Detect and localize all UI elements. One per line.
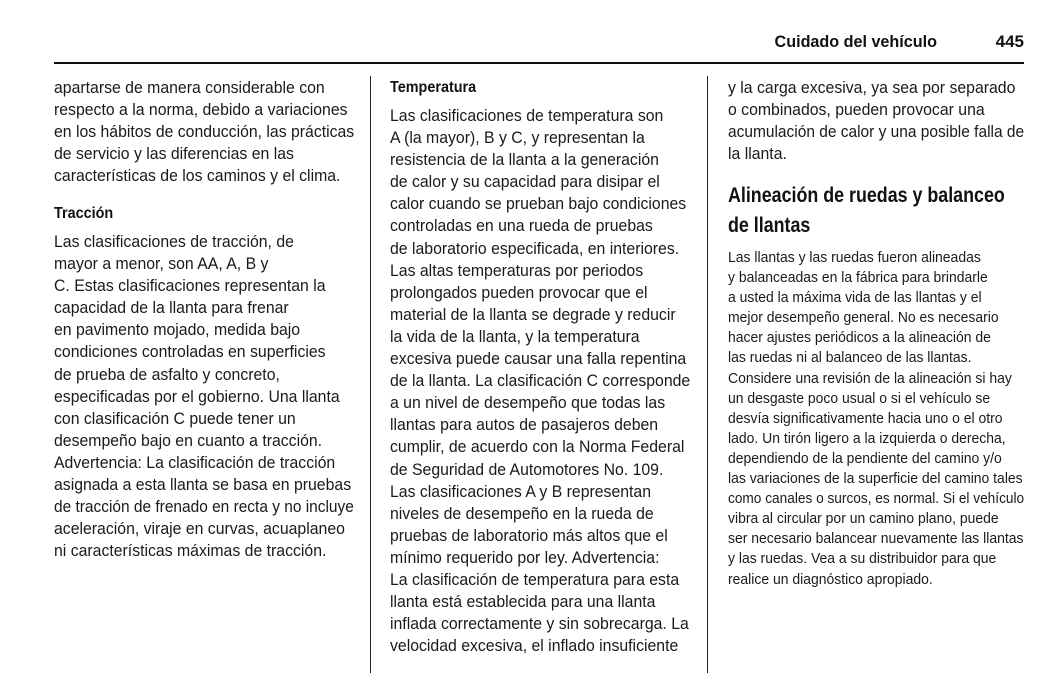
text-line: ser necesario balancear nuevamente las llantas [728, 530, 1024, 548]
header-rule [54, 62, 1024, 64]
text-line: resistencia de la llanta a la generación [390, 150, 659, 170]
text-line: prolongados pueden provocar que el [390, 282, 648, 302]
text-line: calor cuando se prueban bajo condiciones [390, 194, 687, 214]
text-line: ni características máximas de tracción. [54, 541, 327, 561]
alignment-heading-line: de llantas [728, 214, 811, 237]
text-line: de la llanta. La clasificación C corresponde [390, 371, 691, 391]
text-line: acumulación de calor y una posible falla de [728, 122, 1025, 141]
text-line: Las clasificaciones A y B representan [390, 481, 652, 501]
text-line: de servicio y las diferencias en las [54, 144, 294, 163]
section-heading-traction: Tracción [54, 205, 114, 222]
text-line: como canales o surcos, es normal. Si el vehículo [728, 490, 1025, 508]
text-line: de Seguridad de Automotores No. 109. [390, 459, 664, 479]
text-line: de prueba de asfalto y concreto, [54, 364, 280, 384]
text-line: vibra al circular por un camino plano, puede [728, 510, 999, 528]
text-line: Las clasificaciones de temperatura son [390, 106, 664, 125]
text-line: respecto a la norma, debido a variaciones [54, 100, 348, 119]
text-line: las ruedas ni al balanceo de las llantas. [728, 349, 972, 367]
text-line: en pavimento mojado, medida bajo [54, 320, 301, 340]
text-line: pruebas de laboratorio más altos que el [390, 525, 668, 545]
text-line: condiciones controladas en superficies [54, 342, 326, 362]
text-line: apartarse de manera considerable con [54, 78, 325, 97]
text-line: características de los caminos y el clima. [54, 166, 341, 185]
text-line: mejor desempeño general. No es necesario [728, 309, 999, 327]
text-line: y las ruedas. Vea a su distribuidor para que [728, 550, 997, 568]
text-line: realice un diagnóstico apropiado. [728, 570, 933, 588]
text-line: desvía significativamente hacia uno o el otro [728, 409, 1003, 427]
text-line: Considere una revisión de la alineación si hay [728, 369, 1012, 387]
traction-paragraph [54, 231, 354, 562]
text-line: material de la llanta se degrade y reducir [390, 304, 676, 324]
text-line: las variaciones de la superficie del camino tales [728, 470, 1023, 488]
text-line: niveles de desempeño en la rueda de [390, 503, 654, 523]
column-divider [707, 76, 708, 673]
text-line: Las clasificaciones de tracción, de [54, 232, 294, 251]
temperature-heading-block [390, 77, 690, 99]
text-line: llanta está establecida para una llanta [390, 592, 656, 612]
text-line: Las llantas y las ruedas fueron alineadas [728, 249, 981, 266]
alignment-heading [728, 181, 1024, 241]
text-line: llantas para autos de pasajeros deben [390, 415, 659, 435]
text-line: de laboratorio especificada, en interiores. [390, 238, 680, 258]
text-line: A (la mayor), B y C, y representan la [390, 128, 645, 148]
text-line: inflada correctamente y sin sobrecarga. La [390, 614, 689, 634]
text-line: cumplir, de acuerdo con la Norma Federal [390, 437, 685, 457]
text-line: controladas en una rueda de pruebas [390, 216, 653, 236]
text-line: y la carga excesiva, ya sea por separado [728, 78, 1016, 97]
text-line: o combinados, pueden provocar una [728, 100, 985, 119]
text-line: desempeño bajo en cuanto a tracción. [54, 430, 323, 450]
text-line: y balanceadas en la fábrica para brindarle [728, 269, 988, 287]
running-header-title: Cuidado del vehículo [774, 32, 937, 51]
column-1-continued-paragraph [54, 77, 354, 187]
text-line: excesiva puede causar una falla repentina [390, 349, 687, 369]
text-line: aceleración, viraje en curvas, acuaplaneo [54, 519, 345, 539]
text-line: en los hábitos de conducción, las prácticas [54, 122, 355, 141]
text-line: a un nivel de desempeño que todas las [390, 393, 666, 413]
text-line: Advertencia: La clasificación de tracción [54, 452, 336, 472]
column-divider [370, 76, 371, 673]
traction-heading-block [54, 203, 354, 225]
text-line: de tracción de frenado en recta y no incluye [54, 497, 354, 517]
section-heading-temperature: Temperatura [390, 79, 477, 96]
text-line: con clasificación C puede tener un [54, 408, 296, 428]
text-line: un desgaste poco usual o si el vehículo se [728, 389, 991, 407]
text-line: mínimo requerido por ley. Advertencia: [390, 547, 660, 567]
text-line: mayor a menor, son AA, A, B y [54, 254, 269, 274]
alignment-paragraph [728, 248, 1024, 590]
text-line: lado. Un tirón ligero a la izquierda o derecha, [728, 429, 1006, 447]
text-line: velocidad excesiva, el inflado insuficiente [390, 636, 679, 656]
text-line: Las altas temperaturas por periodos [390, 260, 644, 280]
text-line: la llanta. [728, 144, 787, 163]
text-line: dependiendo de la pendiente del camino y/o [728, 449, 1002, 467]
text-line: capacidad de la llanta para frenar [54, 298, 289, 318]
temperature-paragraph [390, 105, 690, 657]
column-3-continued-paragraph [728, 77, 1024, 165]
text-line: la vida de la llanta, y la temperatura [390, 326, 640, 346]
text-line: hacer ajustes periódicos a la alineación de [728, 329, 991, 347]
text-line: asignada a esta llanta se basa en pruebas [54, 475, 352, 495]
alignment-heading-line: Alineación de ruedas y balanceo [728, 184, 1005, 207]
page-number: 445 [995, 32, 1024, 51]
text-line: especificadas por el gobierno. Una llanta [54, 386, 340, 406]
text-line: a usted la máxima vida de las llantas y el [728, 289, 982, 307]
text-line: de calor y su capacidad para disipar el [390, 172, 660, 192]
text-line: La clasificación de temperatura para esta [390, 569, 680, 589]
text-line: C. Estas clasificaciones representan la [54, 276, 326, 296]
